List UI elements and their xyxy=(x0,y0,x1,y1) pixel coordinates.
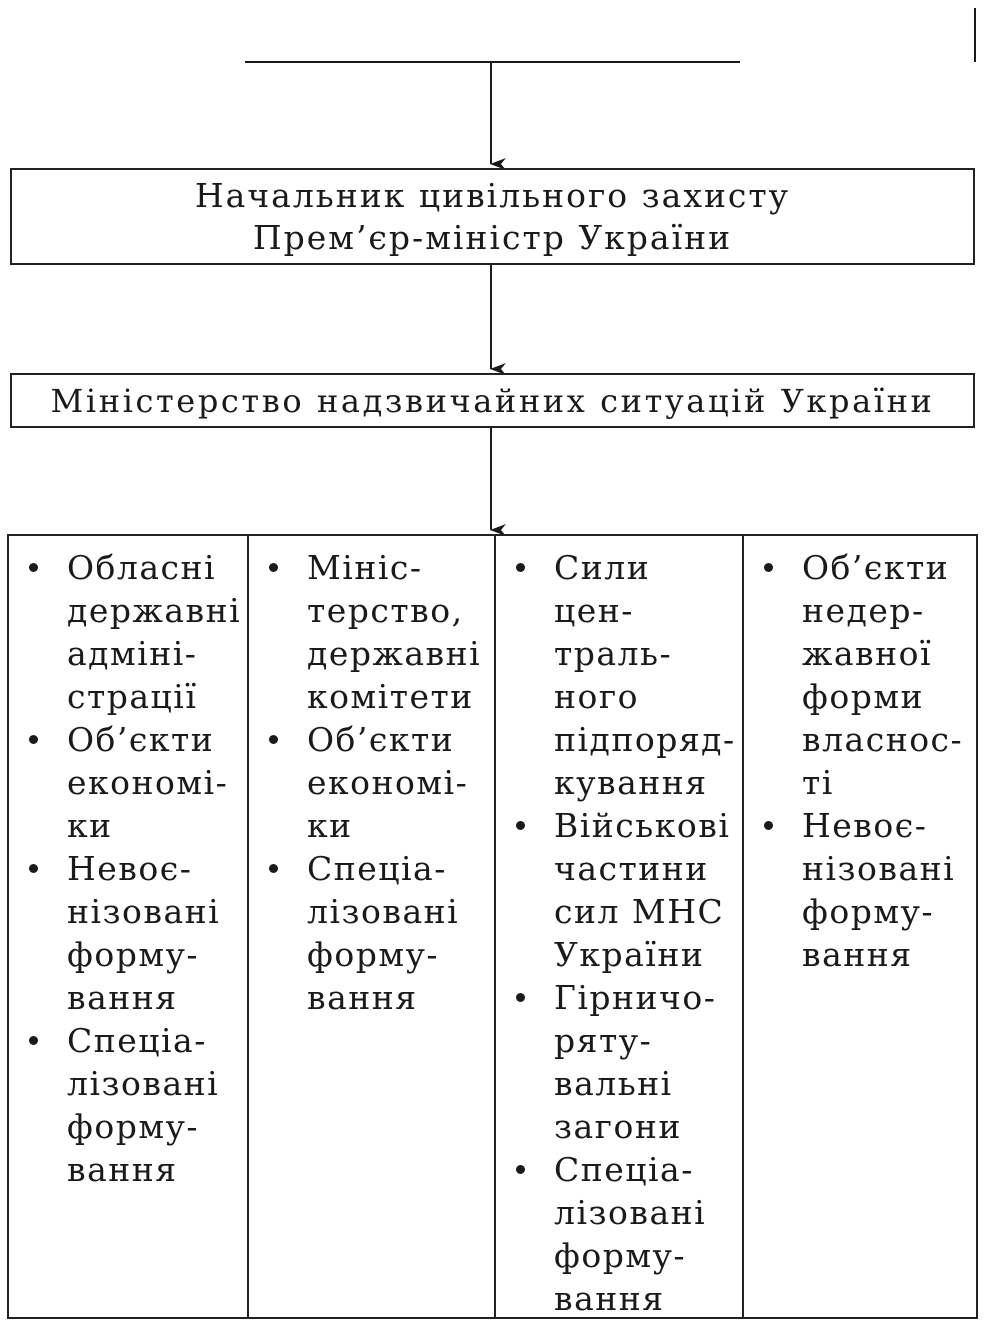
list-item xyxy=(255,847,494,1019)
bullet-icon xyxy=(269,563,278,572)
subordinate-grid xyxy=(7,534,978,1319)
chief-title: Начальник цивільного захисту xyxy=(194,175,791,215)
list-item-text: Мініс- терство, державні комітети xyxy=(307,548,482,716)
bullet-list xyxy=(15,546,247,1191)
list-item xyxy=(255,546,494,718)
bullet-icon xyxy=(516,821,525,830)
bullet-icon xyxy=(764,821,773,830)
bullet-icon xyxy=(269,735,278,744)
chief-person: Прем’єр-міністр України xyxy=(252,217,733,257)
bullet-list xyxy=(255,546,494,1019)
bullet-icon xyxy=(269,864,278,873)
list-item xyxy=(15,847,247,1019)
bullet-icon xyxy=(29,563,38,572)
bullet-icon xyxy=(516,563,525,572)
column-central-forces xyxy=(496,536,744,1317)
column-regional xyxy=(9,536,249,1317)
list-item-text: Невоє- нізовані форму- вання xyxy=(802,806,956,974)
list-item-text: Обласні державні адміні- страції xyxy=(67,548,242,716)
list-item xyxy=(15,718,247,847)
list-item-text: Спеціа- лізовані форму- вання xyxy=(554,1150,707,1318)
list-item-text: Сили цен- траль- ного підпоряд- кування xyxy=(554,548,736,802)
list-item-text: Об’єкти недер- жавної форми власнос- ті xyxy=(802,548,964,802)
column-non-state xyxy=(744,536,976,1317)
list-item-text: Об’єкти економі- ки xyxy=(67,720,229,845)
list-item-text: Військові частини сил МНС України xyxy=(554,806,731,974)
bullet-icon xyxy=(29,735,38,744)
column-ministries xyxy=(249,536,496,1317)
list-item xyxy=(750,804,976,976)
bullet-icon xyxy=(29,1036,38,1045)
list-item xyxy=(502,546,742,804)
list-item xyxy=(502,976,742,1148)
list-item xyxy=(502,1148,742,1320)
list-item xyxy=(502,804,742,976)
bullet-icon xyxy=(29,864,38,873)
bullet-list xyxy=(750,546,976,976)
bullet-icon xyxy=(516,1165,525,1174)
list-item xyxy=(750,546,976,804)
ministry-label: Міністерство надзвичайних ситуацій України xyxy=(50,381,935,420)
bullet-icon xyxy=(516,993,525,1002)
ministry-box xyxy=(10,373,975,428)
list-item xyxy=(15,546,247,718)
list-item-text: Об’єкти економі- ки xyxy=(307,720,469,845)
list-item-text: Гірничо- ряту- вальні загони xyxy=(554,978,717,1146)
list-item xyxy=(15,1019,247,1191)
bullet-list xyxy=(502,546,742,1320)
bullet-icon xyxy=(764,563,773,572)
list-item-text: Спеціа- лізовані форму- вання xyxy=(307,849,460,1017)
list-item-text: Спеціа- лізовані форму- вання xyxy=(67,1021,220,1189)
chief-box xyxy=(10,168,975,265)
list-item xyxy=(255,718,494,847)
list-item-text: Невоє- нізовані форму- вання xyxy=(67,849,221,1017)
